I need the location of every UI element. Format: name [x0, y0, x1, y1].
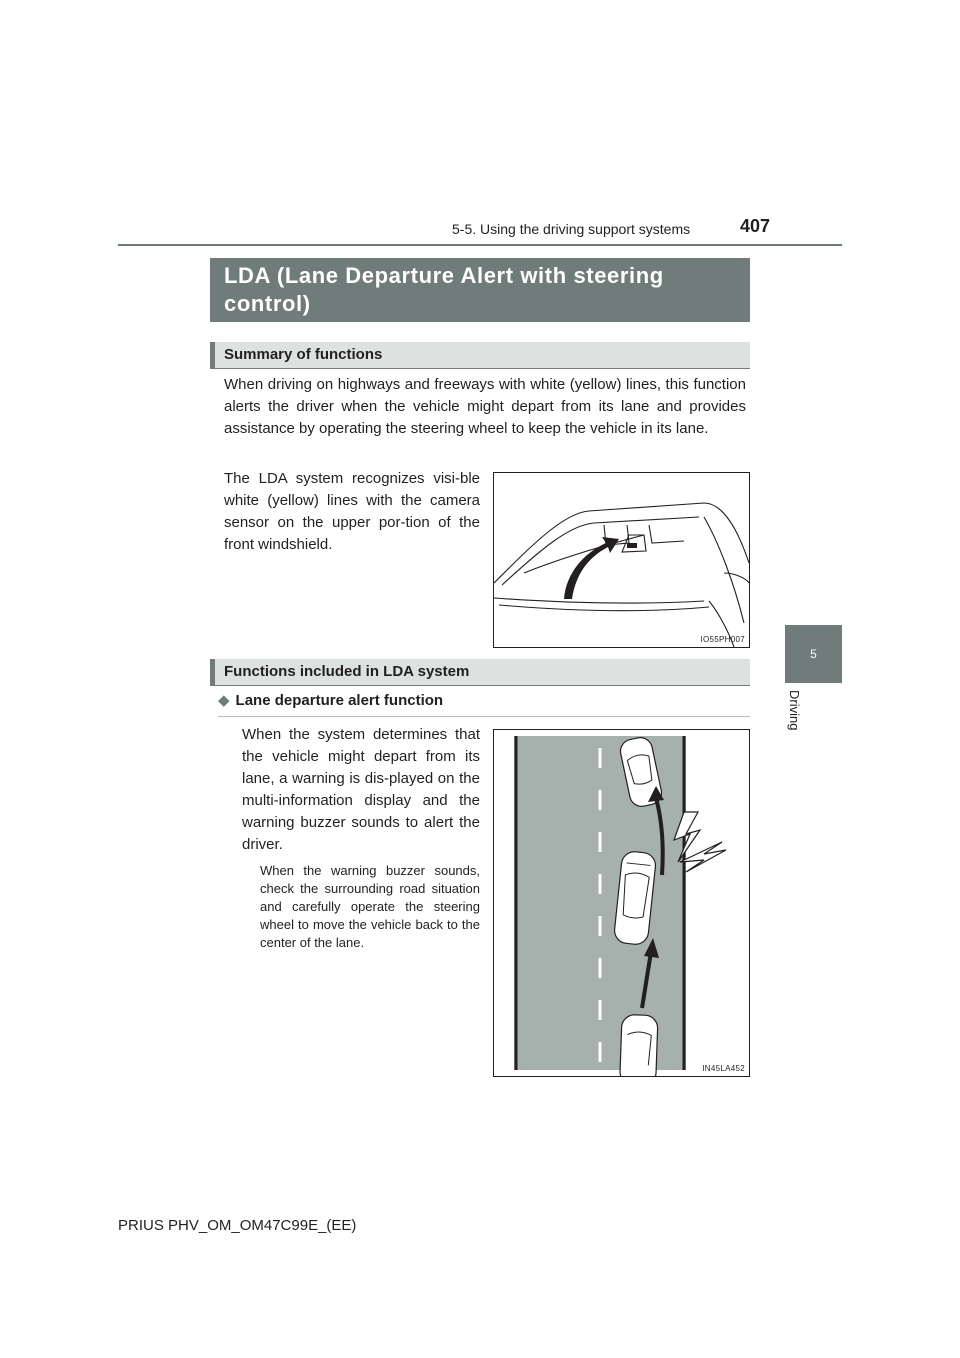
lane-departure-figure [493, 729, 750, 1077]
section-reference: 5-5. Using the driving support systems [452, 221, 691, 237]
road-illustration [494, 730, 749, 1076]
camera-description: The LDA system recognizes visi-ble white (yellow) lines with the camera sensor on the upper por-tion of the front windshield. [224, 470, 480, 553]
lane-departure-subheading-text: Lane departure alert function [235, 692, 444, 709]
title-line-2: control) [224, 291, 311, 316]
functions-heading-text: Functions included in LDA system [224, 663, 470, 680]
figure-code: IO55PH007 [700, 635, 745, 644]
windshield-illustration [494, 473, 749, 647]
section-title [210, 258, 750, 322]
header-rule [118, 244, 842, 246]
subheading-rule [218, 716, 750, 717]
title-line-1: LDA (Lane Departure Alert with steering [224, 263, 664, 288]
page-number: 407 [740, 216, 771, 236]
camera-arrow [564, 537, 619, 599]
figure-code: IN45LA452 [702, 1064, 745, 1073]
chapter-tab [785, 625, 842, 683]
car-bottom [620, 1014, 658, 1076]
diamond-bullet-icon: ◆ [218, 692, 230, 709]
lane-departure-body: When the system determines that the vehicle might depart from its lane, a warning is dis-played on the multi-information display and the warning buzzer sounds to alert the driver. [242, 726, 480, 853]
footer-model-code: PRIUS PHV_OM_OM47C99E_(EE) [118, 1217, 357, 1234]
chapter-label [785, 690, 805, 750]
lane-departure-note: When the warning buzzer sounds, check the surrounding road situation and carefully operate the steering wheel to move the vehicle back to the center of the lane. [260, 863, 480, 950]
chapter-label-text: Driving [787, 690, 802, 731]
summary-heading-text: Summary of functions [224, 346, 383, 363]
windshield-camera-figure [493, 472, 750, 648]
chapter-number: 5 [810, 647, 817, 661]
lane-departure-subheading [218, 691, 443, 709]
summary-heading [210, 342, 750, 369]
functions-heading [210, 659, 750, 686]
summary-body: When driving on highways and freeways with white (yellow) lines, this function alerts the driver when the vehicle might depart from its lane and provides assistance by operating the steering wheel to keep the vehicle in its lane. [224, 376, 746, 437]
